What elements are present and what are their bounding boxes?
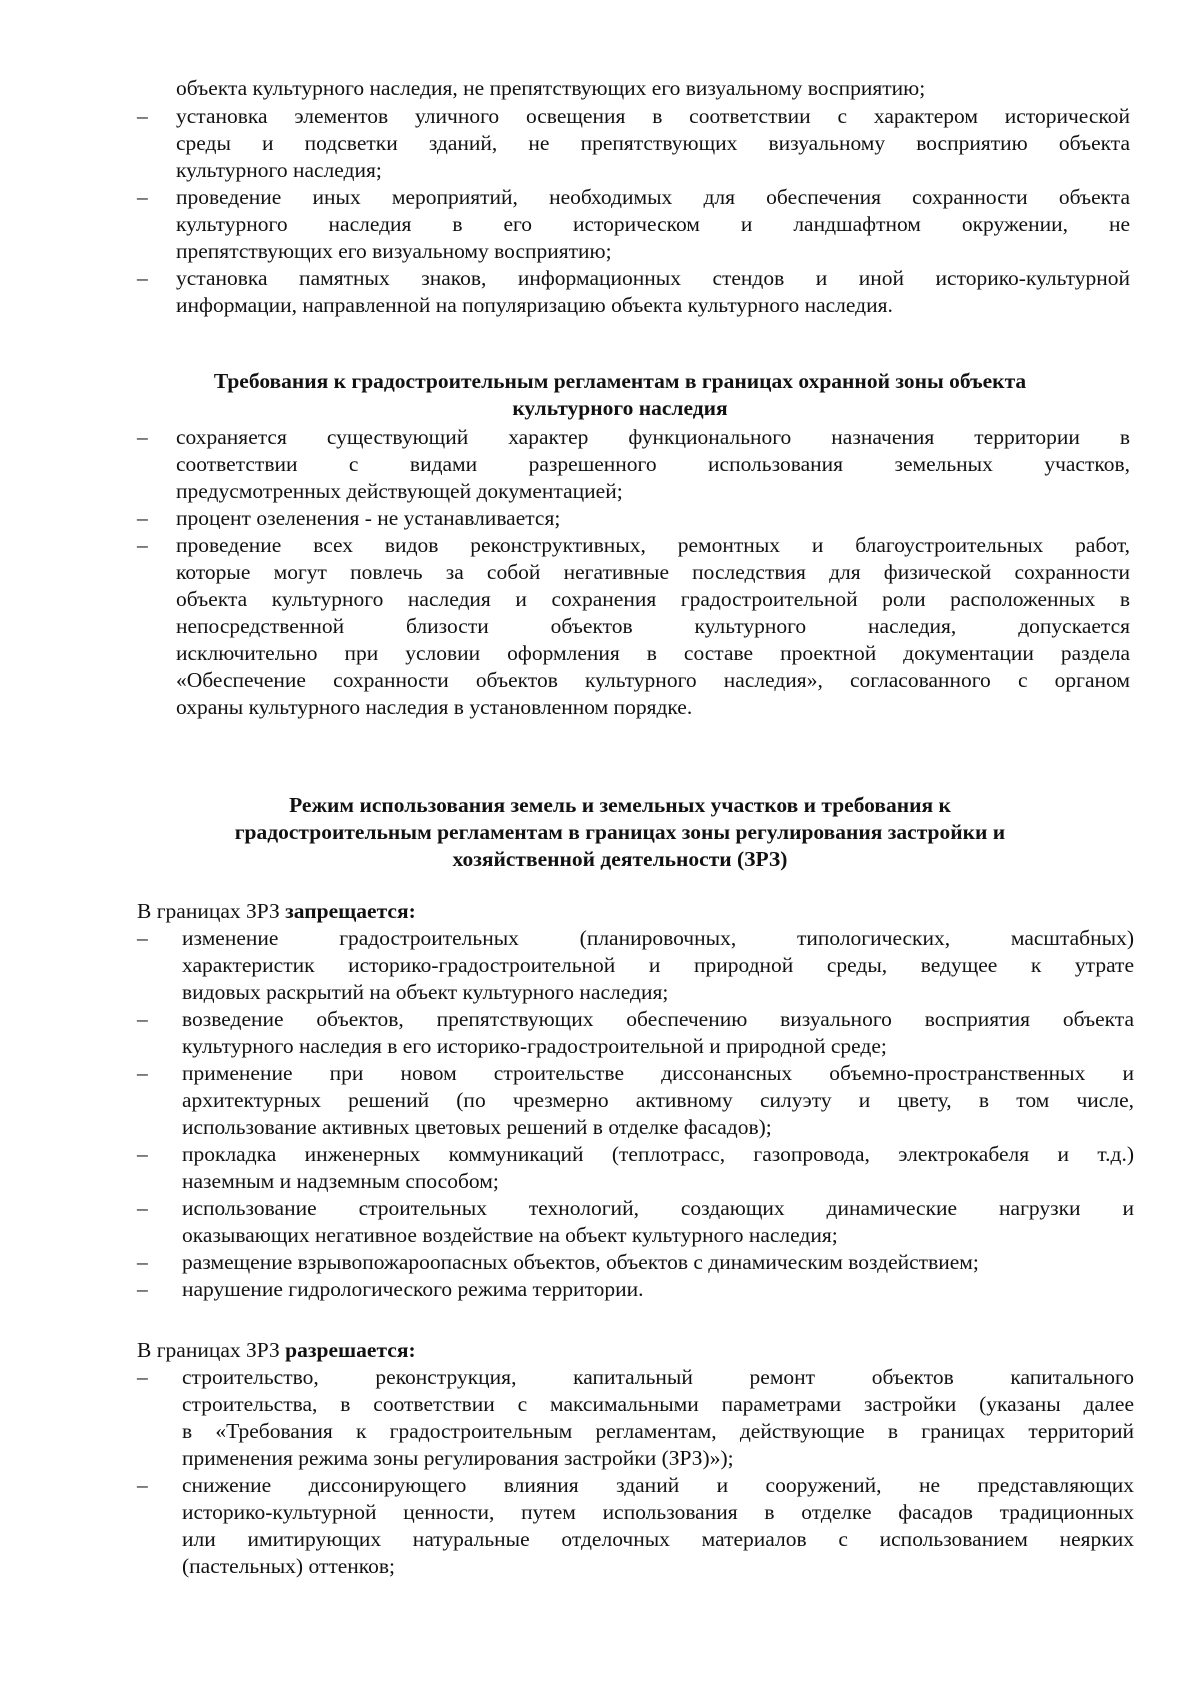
list-dash: –: [137, 533, 148, 557]
list-dash: –: [137, 1473, 148, 1497]
list-item-line: изменение градостроительных (планировочных, типологических, масштабных): [182, 926, 1134, 950]
list-item: [0, 532, 1200, 721]
list-dash: –: [137, 926, 148, 950]
list-item-line: использование строительных технологий, создающих динамические нагрузки и: [182, 1196, 1134, 1220]
zrz-allowed: [0, 1337, 1200, 1580]
list-item: [0, 1006, 1200, 1060]
list-item-line: информации, направленной на популяризацию объекта культурного наследия.: [176, 293, 893, 317]
list-item-line: нарушение гидрологического режима территории.: [182, 1277, 644, 1301]
list-item: [0, 184, 1200, 265]
section-2: [0, 424, 1200, 721]
list-dash: –: [137, 425, 148, 449]
section-1: [0, 75, 1200, 319]
list-item: [0, 1195, 1200, 1249]
list-item-line: проведение иных мероприятий, необходимых для обеспечения сохранности объекта: [176, 185, 1130, 209]
continuation-text: объекта культурного наследия, не препятствующих его визуальному восприятию;: [176, 76, 926, 100]
list-item: [0, 424, 1200, 505]
list-item-line: охраны культурного наследия в установленном порядке.: [176, 695, 693, 719]
list-dash: –: [137, 104, 148, 128]
list-item-line: видовых раскрытий на объект культурного наследия;: [182, 980, 669, 1004]
list-item-line: прокладка инженерных коммуникаций (теплотрасс, газопровода, электрокабеля и т.д.): [182, 1142, 1134, 1166]
list-item-line: культурного наследия в его историко-градостроительной и природной среде;: [182, 1034, 887, 1058]
list-item-line: культурного наследия в его историческом и ландшафтном окружении, не: [176, 212, 1130, 236]
section-2-heading: [140, 368, 1100, 422]
list-dash: –: [137, 1142, 148, 1166]
heading-line: Требования к градостроительным регламентам в границах охранной зоны объекта: [213, 369, 1027, 393]
list-item: [0, 1060, 1200, 1141]
list-item-line: размещение взрывопожароопасных объектов, объектов с динамическим воздействием;: [182, 1250, 979, 1274]
list-item-line: в «Требования к градостроительным регламентам, действующие в границах территорий: [182, 1419, 1134, 1443]
list-dash: –: [137, 1277, 148, 1301]
list-item-line: объекта культурного наследия и сохранения градостроительной роли расположенных в: [176, 587, 1130, 611]
list-item-line: «Обеспечение сохранности объектов культурного наследия», согласованного с органом: [176, 668, 1130, 692]
list-item-line: культурного наследия;: [176, 158, 382, 182]
list-item: [0, 1472, 1200, 1580]
zrz-prohibited: [0, 898, 1200, 1303]
allowed-intro: [0, 1337, 1200, 1364]
list-item-line: возведение объектов, препятствующих обеспечению визуального восприятия объекта: [182, 1007, 1134, 1031]
list-dash: –: [137, 1250, 148, 1274]
list-item: [0, 1249, 1200, 1276]
list-item-line: исключительно при условии оформления в составе проектной документации раздела: [176, 641, 1130, 665]
list-item-line: историко-культурной ценности, путем использования в отделке фасадов традиционных: [182, 1500, 1134, 1524]
list-item-line: установка памятных знаков, информационных стендов и иной историко-культурной: [176, 266, 1130, 290]
list-item-line: строительства, в соответствии с максимальными параметрами застройки (указаны далее: [182, 1392, 1134, 1416]
list-dash: –: [137, 1365, 148, 1389]
list-item-line: (пастельных) оттенков;: [182, 1554, 395, 1578]
heading-line: культурного наследия: [512, 396, 728, 420]
intro-bold: запрещается:: [285, 899, 416, 923]
list-item: [0, 265, 1200, 319]
list-item-line: непосредственной близости объектов культурного наследия, допускается: [176, 614, 1130, 638]
list-item: [0, 1141, 1200, 1195]
list-item: [0, 1364, 1200, 1472]
list-dash: –: [137, 506, 148, 530]
list-item-line: среды и подсветки зданий, не препятствующих визуальному восприятию объекта: [176, 131, 1130, 155]
list-item-line: которые могут повлечь за собой негативные последствия для физической сохранности: [176, 560, 1130, 584]
list-item-line: архитектурных решений (по чрезмерно активному силуэту и цвету, в том числе,: [182, 1088, 1134, 1112]
list-dash: –: [137, 266, 148, 290]
heading-line: градостроительным регламентам в границах зоны регулирования застройки и: [234, 820, 1006, 844]
list-dash: –: [137, 1196, 148, 1220]
list-item: [0, 505, 1200, 532]
list-item-line: характеристик историко-градостроительной и природной среды, ведущее к утрате: [182, 953, 1134, 977]
list-item-line: проведение всех видов реконструктивных, ремонтных и благоустроительных работ,: [176, 533, 1130, 557]
list-item-line: использование активных цветовых решений в отделке фасадов);: [182, 1115, 772, 1139]
list-dash: –: [137, 1061, 148, 1085]
list-item-line: строительство, реконструкция, капитальный ремонт объектов капитального: [182, 1365, 1134, 1389]
heading-line: Режим использования земель и земельных участков и требования к: [289, 793, 951, 817]
list-item-line: соответствии с видами разрешенного использования земельных участков,: [176, 452, 1130, 476]
heading-line: хозяйственной деятельности (ЗРЗ): [452, 847, 788, 871]
list-item-line: или имитирующих натуральные отделочных материалов с использованием неярких: [182, 1527, 1134, 1551]
section-3-heading: [140, 792, 1100, 873]
intro-bold: разрешается:: [285, 1338, 416, 1362]
list-item-line: препятствующих его визуальному восприятию;: [176, 239, 612, 263]
list-item-line: применения режима зоны регулирования застройки (ЗРЗ)»);: [182, 1446, 734, 1470]
continuation-line: [0, 75, 1200, 102]
list-item: [0, 925, 1200, 1006]
list-item-line: процент озеленения - не устанавливается;: [176, 506, 561, 530]
list-item-line: снижение диссонирующего влияния зданий и сооружений, не представляющих: [182, 1473, 1134, 1497]
intro-text: В границах ЗРЗ: [137, 899, 286, 923]
list-item-line: сохраняется существующий характер функционального назначения территории в: [176, 425, 1130, 449]
list-item-line: применение при новом строительстве диссонансных объемно-пространственных и: [182, 1061, 1134, 1085]
list-dash: –: [137, 1007, 148, 1031]
list-item-line: наземным и надземным способом;: [182, 1169, 499, 1193]
list-item: [0, 103, 1200, 184]
intro-text: В границах ЗРЗ: [137, 1338, 286, 1362]
list-item-line: оказывающих негативное воздействие на объект культурного наследия;: [182, 1223, 838, 1247]
list-item-line: установка элементов уличного освещения в соответствии с характером исторической: [176, 104, 1130, 128]
list-dash: –: [137, 185, 148, 209]
list-item: [0, 1276, 1200, 1303]
list-item-line: предусмотренных действующей документацией;: [176, 479, 623, 503]
prohibited-intro: [0, 898, 1200, 925]
